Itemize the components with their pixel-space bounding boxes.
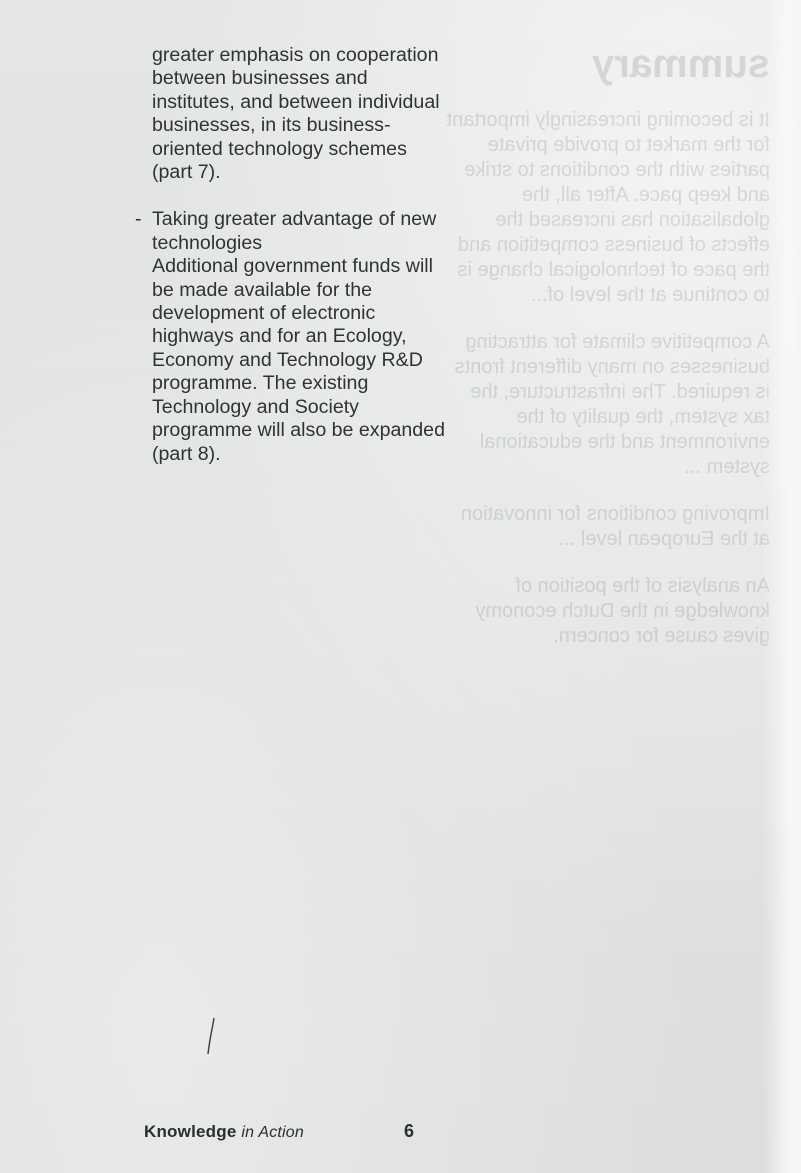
bleed-through-paragraph: An analysis of the position of knowledge in the Dutch economy gives cause for concern.	[475, 575, 770, 647]
page-number: 6	[404, 1121, 415, 1141]
bullet-dash: -	[135, 208, 142, 231]
bullet-heading: Taking greater advantage of new technologies	[152, 208, 437, 254]
pen-mark-icon	[206, 1016, 216, 1056]
bleed-through-paragraph: A competitive climate for attracting businesses on many different fronts is required. The infrastructure, the tax system, the quality of the environment and the educational system ...	[454, 331, 770, 478]
page-edge	[763, 0, 801, 1173]
main-text-column	[135, 44, 452, 466]
bleed-through-paragraph: It is becoming increasingly important for the market to provide private parties with the conditions to strike and keep pace. After all, the globalisation has increased the effects of business competition and the pace of technological change is to continue at the level of...	[446, 109, 770, 306]
bleed-through-text	[440, 40, 770, 940]
bleed-through-paragraph: Improving conditions for innovation at the European level ...	[460, 503, 770, 550]
intro-paragraph: greater emphasis on cooperation between businesses and institutes, and between individual businesses, in its business-oriented technology schemes (part 7).	[152, 44, 440, 184]
bleed-through-title: summary	[592, 42, 770, 86]
footer-publication	[144, 1122, 304, 1142]
bullet-item	[135, 208, 452, 465]
footer-brand: Knowledge	[144, 1122, 237, 1141]
bullet-body: Additional government funds will be made available for the development of electronic highways and for an Ecology, Economy and Technology R&D programme. The existing Technology and Society programme will also be expanded (part 8).	[152, 255, 445, 465]
footer-series: in Action	[241, 1124, 304, 1141]
